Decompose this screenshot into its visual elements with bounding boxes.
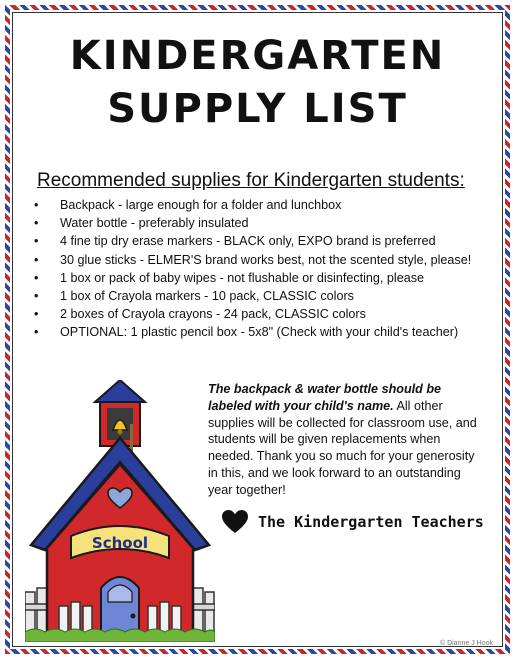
list-item: • 1 box of Crayola markers - 10 pack, CLASSIC colors [34,288,354,303]
list-item: • Backpack - large enough for a folder and lunchbox [34,198,342,212]
list-item: • Water bottle - preferably insulated [34,216,249,231]
signature [222,510,484,534]
parent-note [208,381,480,499]
heart-icon [222,510,248,534]
note-bold-text: The backpack & water bottle should be labeled with your child's name. [208,382,442,413]
school-sign-text: School [91,534,149,552]
list-item: • 30 glue sticks - ELMER'S brand works best, not the scented style, please! [34,252,472,267]
list-item: • 1 box or pack of baby wipes - not flushable or disinfecting, please [34,270,425,285]
page-title-line1: KINDERGARTEN [69,33,446,79]
door [101,577,139,636]
list-item: • 4 fine tip dry erase markers - BLACK only, EXPO brand is preferred [34,234,436,249]
schoolhouse-illustration [25,380,215,642]
note-text: All other supplies will be collected for classroom use, and students will be given replacements when needed. Thank you so much for your generosity in this, and we look forward to an outstanding year together! [208,398,477,497]
grass [25,629,215,642]
page-title-line2: SUPPLY LIST [107,86,408,132]
supply-list [28,196,471,342]
copyright-text: © Dianne J Hook [439,640,493,647]
list-item: • OPTIONAL: 1 plastic pencil box - 5x8" (Check with your child's teacher) [34,325,459,340]
signature-text: The Kindergarten Teachers [258,513,484,531]
list-item: • 2 boxes of Crayola crayons - 24 pack, CLASSIC colors [34,307,366,322]
subheading: Recommended supplies for Kindergarten students: [37,170,465,191]
